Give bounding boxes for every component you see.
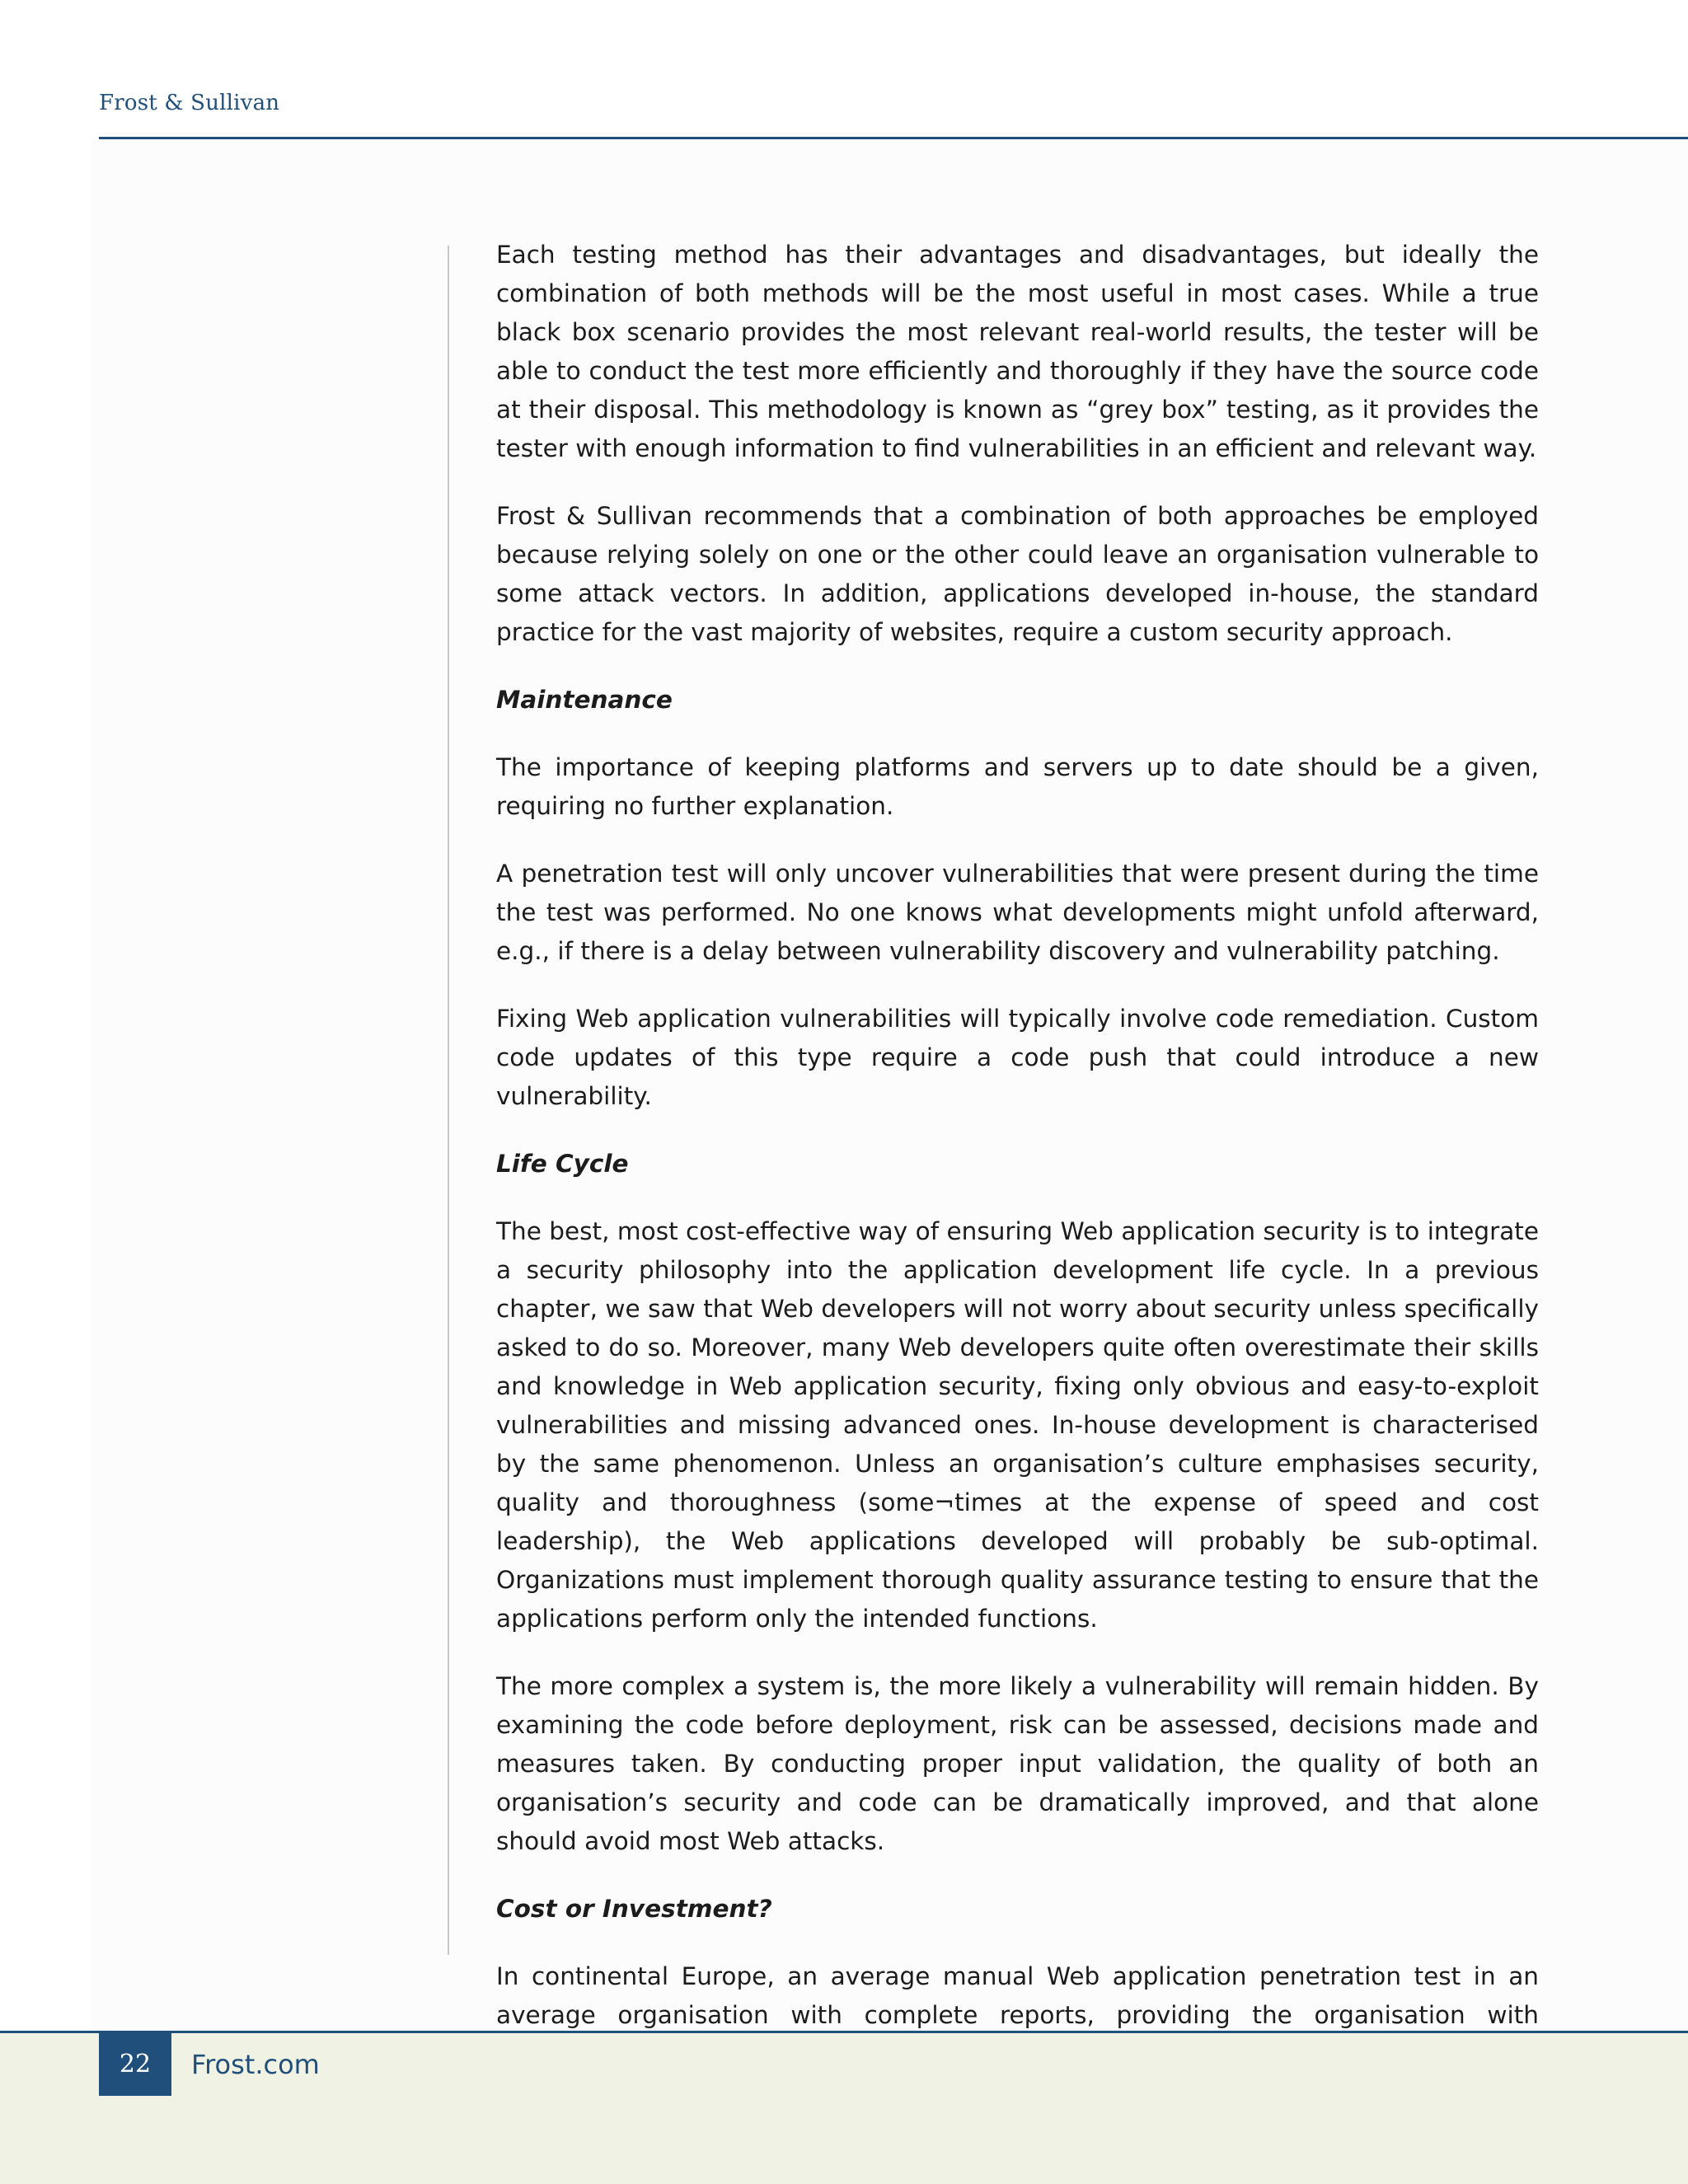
header-brand: Frost & Sullivan bbox=[99, 91, 280, 115]
paragraph: In continental Europe, an average manual Web application penetration test in an average organisation with complete reports, providing the organisation with bbox=[496, 1962, 1539, 2029]
paragraph: The best, most cost-effective way of ensuring Web application security is to integrate a security philosophy into the application development life cycle. In a previous chapter, we saw that Web developers will not worry about security unless specifically asked to do so. Moreover, many Web developers quite often overestimate their skills and knowledge in Web application security, fixing only obvious and easy-to-exploit vulnerabilities and missing advanced ones. In-house development is characterised by the same phenomenon. Unless an organisation’s culture emphasises security, quality and thoroughness (some¬times at the expense of speed and cost leadership), the Web applications developed will probably be sub-optimal. Organizations must implement thorough quality assurance testing to ensure that the applications perform only the intended functions. bbox=[496, 1217, 1539, 1633]
section-heading-life-cycle: Life Cycle bbox=[496, 1150, 629, 1178]
section-heading-cost: Cost or Investment? bbox=[496, 1895, 772, 1923]
paragraph: A penetration test will only uncover vulnerabilities that were present during the time the test was performed. No one knows what developments might unfold afterward, e.g., if there is a delay between vulnerability discovery and vulnerability patching. bbox=[496, 860, 1539, 965]
page-number: 22 bbox=[99, 2033, 171, 2096]
footer-site-link[interactable]: Frost.com bbox=[191, 2049, 320, 2080]
footer-divider bbox=[0, 2031, 1688, 2033]
column-divider bbox=[448, 246, 449, 1955]
paragraph: The importance of keeping platforms and servers up to date should be a given, requiring no further explanation. bbox=[496, 753, 1539, 820]
section-heading-maintenance: Maintenance bbox=[496, 686, 673, 714]
main-content bbox=[496, 236, 1539, 2102]
paragraph: Fixing Web application vulnerabilities will typically involve code remediation. Custom code updates of this type require a code push that could introduce a new vulnerability. bbox=[496, 1005, 1539, 1110]
paragraph: The more complex a system is, the more likely a vulnerability will remain hidden. By examining the code before deployment, risk can be assessed, decisions made and measures taken. By conducting proper input validation, the quality of both an organisation’s security and code can be dramatically improved, and that alone should avoid most Web attacks. bbox=[496, 1672, 1539, 1855]
paragraph: Frost & Sullivan recommends that a combination of both approaches be employed because relying solely on one or the other could leave an organisation vulnerable to some attack vectors. In addition, applications developed in-house, the standard practice for the vast majority of websites, require a custom security approach. bbox=[496, 502, 1539, 646]
paragraph: Each testing method has their advantages and disadvantages, but ideally the combination of both methods will be the most useful in most cases. While a true black box scenario provides the most relevant real-world results, the tester will be able to conduct the test more efficiently and thoroughly if they have the source code at their disposal. This methodology is known as “grey box” testing, as it provides the tester with enough information to find vulnerabilities in an efficient and relevant way. bbox=[496, 241, 1539, 462]
